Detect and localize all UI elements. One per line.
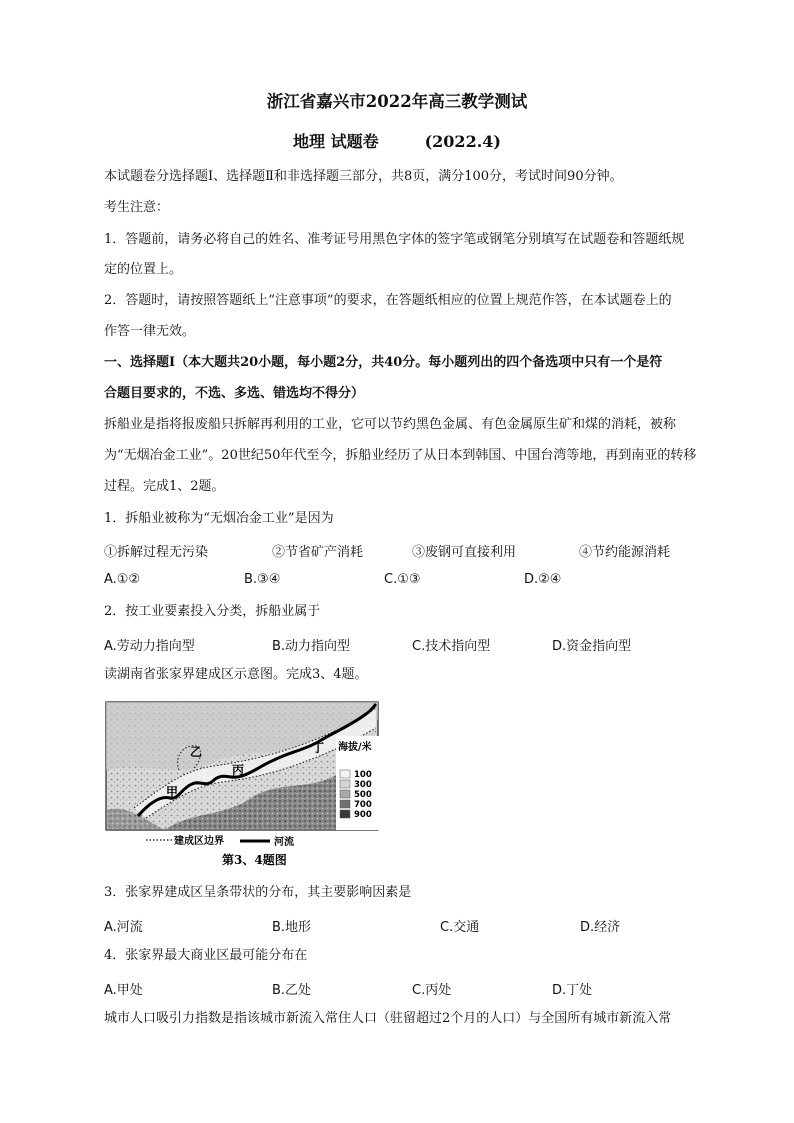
q4-option-a[interactable]: A.甲处 xyxy=(104,983,143,998)
map-label-ding: 丁 xyxy=(312,741,325,755)
passage-2: 读湖南省张家界建成区示意图。完成3、4题。 xyxy=(104,667,368,682)
exam-date: (2022.4) xyxy=(424,132,501,151)
exam-title: 浙江省嘉兴市2022年高三教学测试 xyxy=(266,92,528,111)
q2-option-a[interactable]: A.劳动力指向型 xyxy=(104,639,195,654)
legend-title: 海拔/米 xyxy=(338,742,372,753)
passage-1-line-1: 拆船业是指将报废船只拆解再利用的工业，它可以节约黑色金属、有色金属原生矿和煤的消耗，被称 xyxy=(104,417,677,432)
notice-item-2-cont: 作答一律无效。 xyxy=(104,324,196,339)
subject-label: 地理 试题卷 xyxy=(293,132,379,151)
q4-option-c[interactable]: C.丙处 xyxy=(412,983,452,998)
section-heading: 一、选择题Ⅰ（本大题共20小题，每小题2分，共40分。每小题列出的四个备选项中只有一个是符 xyxy=(104,355,663,370)
q1-item-3: ③废钢可直接利用 xyxy=(412,545,517,560)
notice-item-1-cont: 定的位置上。 xyxy=(104,262,183,277)
passage-1-line-3: 过程。完成1、2题。 xyxy=(104,479,225,494)
legend-value-100: 100 xyxy=(354,770,372,780)
q3-option-b[interactable]: B.地形 xyxy=(272,920,312,935)
q1-item-2: ②节省矿产消耗 xyxy=(272,545,364,560)
map-label-yi: 乙 xyxy=(190,745,203,759)
legend-value-700: 700 xyxy=(354,800,372,810)
map-label-bing: 丙 xyxy=(232,763,245,777)
q3-option-c[interactable]: C.交通 xyxy=(440,920,480,935)
exam-subtitle xyxy=(0,129,794,152)
q1-item-4: ④节约能源消耗 xyxy=(579,545,671,560)
legend-value-300: 300 xyxy=(354,780,372,790)
q2-option-c[interactable]: C.技术指向型 xyxy=(412,639,491,654)
q3-option-a[interactable]: A.河流 xyxy=(104,920,143,935)
map-caption: 第3、4题图 xyxy=(222,853,287,867)
notice-heading: 考生注意： xyxy=(104,200,170,215)
key-boundary-label: 建成区边界 xyxy=(174,836,224,847)
q2-option-b[interactable]: B.动力指向型 xyxy=(272,639,351,654)
key-river-label: 河流 xyxy=(274,837,294,848)
q4-option-b[interactable]: B.乙处 xyxy=(272,983,312,998)
question-3-stem: 3．张家界建成区呈条带状的分布，其主要影响因素是 xyxy=(104,885,412,900)
q2-option-d[interactable]: D.资金指向型 xyxy=(552,639,632,654)
legend-swatch-700 xyxy=(340,800,350,808)
intro-line: 本试题卷分选择题Ⅰ、选择题Ⅱ和非选择题三部分，共8页，满分100分，考试时间90分钟。 xyxy=(104,169,623,184)
notice-item-2: 2．答题时，请按照答题纸上“注意事项”的要求，在答题纸相应的位置上规范作答，在本试题卷上的 xyxy=(104,293,672,308)
map-label-jia: 甲 xyxy=(166,785,179,799)
question-1-stem: 1．拆船业被称为“无烟冶金工业”是因为 xyxy=(104,511,334,526)
legend-value-900: 900 xyxy=(354,810,372,820)
question-2-stem: 2．按工业要素投入分类，拆船业属于 xyxy=(104,604,321,619)
legend-swatch-300 xyxy=(340,780,350,788)
legend-swatch-500 xyxy=(340,790,350,798)
q1-item-1: ①拆解过程无污染 xyxy=(104,545,209,560)
q1-option-b[interactable]: B.③④ xyxy=(244,572,281,587)
notice-item-1: 1．答题前，请务必将自己的姓名、准考证号用黑色字体的签字笔或钢笔分别填写在试题卷和答题纸规 xyxy=(104,232,685,247)
q1-option-c[interactable]: C.①③ xyxy=(384,572,421,587)
passage-3-line-1: 城市人口吸引力指数是指该城市新流入常住人口（驻留超过2个月的人口）与全国所有城市新流入常 xyxy=(104,1011,672,1026)
legend-swatch-100 xyxy=(340,770,350,778)
q4-option-d[interactable]: D.丁处 xyxy=(552,983,593,998)
q1-option-d[interactable]: D.②④ xyxy=(524,572,562,587)
section-heading-cont: 合题目要求的，不选、多选、错选均不得分） xyxy=(104,386,365,401)
passage-1-line-2: 为“无烟冶金工业”。20世纪50年代至今，拆船业经历了从日本到韩国、中国台湾等地，再到南亚的转移 xyxy=(104,448,697,463)
q1-option-a[interactable]: A.①② xyxy=(104,572,141,587)
legend-swatch-900 xyxy=(340,810,350,818)
legend-value-500: 500 xyxy=(354,790,372,800)
q3-option-d[interactable]: D.经济 xyxy=(580,920,621,935)
map-svg xyxy=(104,700,380,870)
zhangjiajie-map xyxy=(104,700,380,870)
question-4-stem: 4．张家界最大商业区最可能分布在 xyxy=(104,948,308,963)
